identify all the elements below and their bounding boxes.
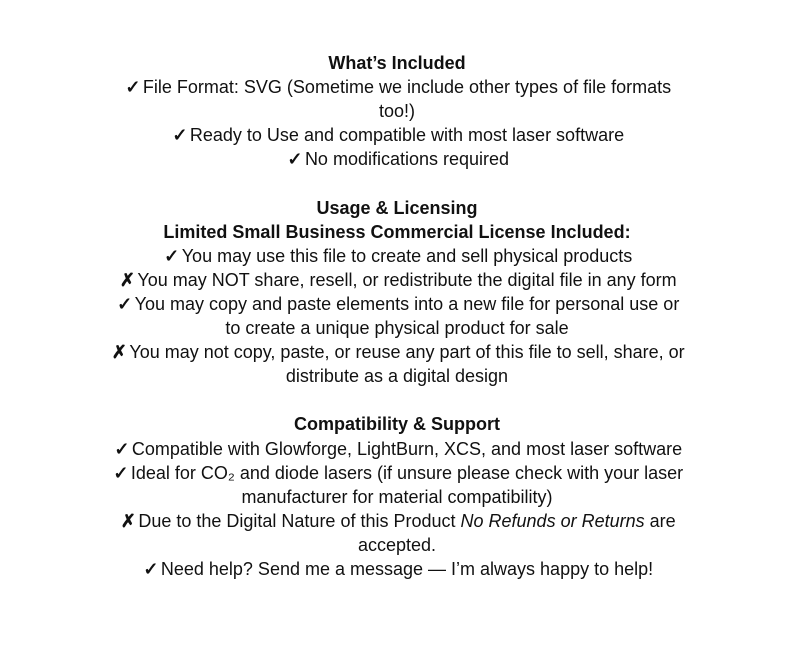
item-text-continued: to create a unique physical product for sale bbox=[225, 318, 569, 339]
list-item bbox=[0, 244, 794, 268]
check-icon: ✓ bbox=[117, 293, 133, 314]
section-title: What’s Included bbox=[328, 53, 466, 73]
check-icon: ✓ bbox=[113, 462, 129, 483]
list-item bbox=[0, 557, 794, 581]
document bbox=[0, 51, 794, 581]
cross-icon: ✗ bbox=[111, 342, 127, 363]
cross-icon: ✗ bbox=[119, 269, 135, 290]
check-icon: ✓ bbox=[172, 125, 188, 146]
item-text: You may copy and paste elements into a new file for personal use or bbox=[134, 293, 680, 314]
list-item bbox=[0, 340, 794, 364]
list-item bbox=[0, 509, 794, 533]
item-text: You may NOT share, resell, or redistribute the digital file in any form bbox=[137, 269, 677, 290]
check-icon: ✓ bbox=[164, 245, 180, 266]
section-title: Compatibility & Support bbox=[294, 414, 500, 435]
item-text-continued: accepted. bbox=[357, 534, 437, 555]
list-item bbox=[0, 123, 794, 147]
list-item bbox=[0, 292, 794, 316]
item-text-continued: manufacturer for material compatibility) bbox=[241, 486, 553, 507]
item-text: Ready to Use and compatible with most laser software bbox=[189, 125, 625, 146]
list-item bbox=[0, 75, 794, 99]
item-text-continued: too!) bbox=[378, 101, 416, 122]
list-item bbox=[0, 268, 794, 292]
check-icon: ✓ bbox=[287, 149, 303, 170]
item-text-italic: No Refunds or Returns bbox=[460, 510, 645, 531]
section-subtitle: Limited Small Business Commercial License Included: bbox=[163, 221, 631, 242]
item-text: No modifications required bbox=[304, 149, 510, 170]
item-text: You may use this file to create and sell physical products bbox=[181, 245, 633, 266]
item-text: You may not copy, paste, or reuse any part of this file to sell, share, or bbox=[129, 342, 685, 363]
item-text: Due to the Digital Nature of this Product bbox=[138, 510, 461, 531]
list-item bbox=[0, 147, 794, 171]
item-text: are bbox=[644, 510, 676, 531]
list-item bbox=[0, 437, 794, 461]
cross-icon: ✗ bbox=[120, 510, 136, 531]
section-title: Usage & Licensing bbox=[316, 197, 478, 218]
list-item bbox=[0, 461, 794, 485]
check-icon: ✓ bbox=[125, 77, 141, 98]
item-text: Ideal for CO₂ and diode lasers (if unsure please check with your laser bbox=[130, 462, 684, 483]
item-text-continued: distribute as a digital design bbox=[285, 366, 509, 387]
check-icon: ✓ bbox=[114, 438, 130, 459]
item-text: Need help? Send me a message — I’m always happy to help! bbox=[160, 558, 654, 579]
item-text: Compatible with Glowforge, LightBurn, XCS, and most laser software bbox=[131, 438, 683, 459]
check-icon: ✓ bbox=[143, 558, 159, 579]
item-text: File Format: SVG (Sometime we include other types of file formats bbox=[142, 77, 672, 98]
